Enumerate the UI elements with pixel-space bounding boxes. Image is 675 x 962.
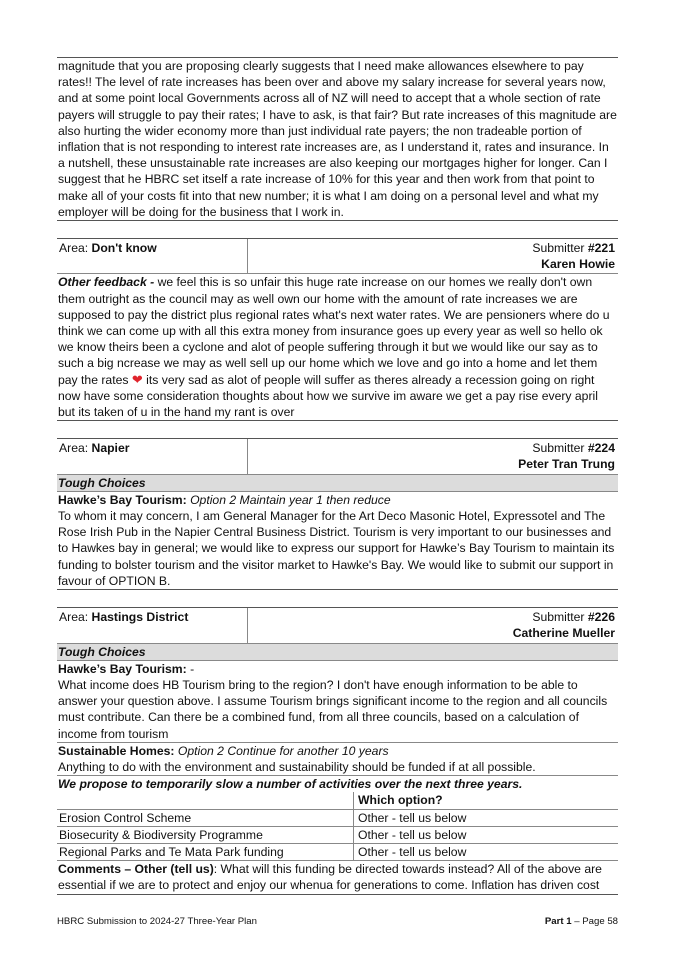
topic-text-block: To whom it may concern, I am General Manager for the Art Deco Masonic Hotel, Expressotel and The Rose Irish Pub in the Napier Central Business District. Tourism is very important to our businesses and to Hawkes bay in general; we would like to express our support for Hawke’s Bay Tourism to maintain its funding to bolster tourism and the visitor market to Hawke's Bay. We would like to submit our support in favour of OPTION B. [57, 508, 618, 590]
area-cell: Area: Don't know [57, 239, 248, 273]
intro-block [57, 58, 618, 221]
submission-header [57, 438, 618, 474]
footer-page: Part 1 – Page 58 [544, 916, 618, 927]
homes-text-block: Anything to do with the environment and sustainability should be funded if at all possible. [57, 759, 618, 776]
submission-header [57, 238, 618, 274]
submission-221 [57, 238, 618, 421]
table-row: Erosion Control Scheme Other - tell us below [57, 809, 618, 826]
submission-226 [57, 607, 618, 894]
submitter-cell: Submitter #224 Peter Tran Trung [518, 441, 615, 472]
heart-icon: ❤ [131, 371, 143, 387]
table-row: Regional Parks and Te Mata Park funding Other - tell us below [57, 843, 618, 860]
submitter-name: Peter Tran Trung [518, 457, 615, 472]
submission-header [57, 607, 618, 643]
feedback-block [57, 274, 618, 421]
tourism-text-block: What income does HB Tourism bring to the region? I don't have enough information to be able to answer your question above. I assume Tourism brings significant income to the region and all councils must contribute. Can there be a combined fund, from all three councils, based on a calculation of income from tourism [57, 677, 618, 743]
section-heading: Tough Choices [57, 644, 618, 661]
page-content [57, 57, 618, 895]
activities-table [57, 792, 618, 861]
intro-text: magnitude that you are proposing clearly suggests that I need make allowances elsewhere to pay rates!! The level of rate increases has been over and above my salary increase for several years now, and at some point local Governments across all of NZ will need to accept that a whole section of rate payers will struggle to pay their rates; I have to ask, is that fair? But rate increases of this magnitude are also hurting the wider economy more than just individual rate payers; the non tradeable portion of inflation that is not responding to interest rate increases are, as I understand it, rates and insurance. In a nutshell, these unsustainable rate increases are also keeping our mortgages higher for longer. Can I suggest that he HBRC set itself a rate increase of 10% for this year and then work from that point to make all of your costs fit into that new number; it is what I am doing on a personal level and what my employer will be doing for the business that I work in. [58, 59, 617, 219]
area-cell: Area: Hastings District [57, 608, 248, 642]
area-cell: Area: Napier [57, 439, 248, 473]
homes-line: Sustainable Homes: Option 2 Continue for another 10 years [58, 743, 389, 758]
which-option-header: Which option? [358, 793, 443, 808]
submitter-name: Catherine Mueller [512, 626, 615, 641]
page-footer [57, 916, 618, 927]
section-heading: Tough Choices [57, 475, 618, 492]
table-header-row [57, 792, 618, 809]
slow-heading: We propose to temporarily slow a number of activities over the next three years. [58, 777, 523, 792]
submitter-name: Karen Howie [541, 257, 615, 272]
footer-title: HBRC Submission to 2024-27 Three-Year Plan [57, 916, 257, 927]
feedback-text: Other feedback - we feel this is so unfair this huge rate increase on our homes we really don't own them outright as the council may as well own our home with the amount of rate increases we are supposed to pay the district plus regional rates what's next water rates. We are pensioners where do u think we can come up with all this extra money from insurance goes up every year as well so hello ok we know theirs been a cyclone and alot of people suffering through it but we would like our say as to such a big ncrease we may as well sell up our home which we love and go into a home and let them pay the rates ❤ its very sad as alot of people will suffer as theres already a recession going on right now have some consideration thoughts about how we survive im aware we get a pay rise every april but its taken of u in the hand my rant is over [58, 275, 610, 420]
table-row: Biosecurity & Biodiversity Programme Other - tell us below [57, 826, 618, 843]
submission-224 [57, 438, 618, 590]
submitter-cell: Submitter #226 Catherine Mueller [512, 610, 615, 641]
topic-line: Hawke’s Bay Tourism: Option 2 Maintain year 1 then reduce [58, 492, 391, 507]
tourism-line: Hawke’s Bay Tourism: - [58, 661, 195, 676]
submitter-cell: Submitter #221 Karen Howie [532, 241, 615, 272]
comments-block: Comments – Other (tell us): What will this funding be directed towards instead? All of the above are essential if we are to protect and enjoy our whenua for generations to come. Inflation has driven cost [57, 861, 618, 894]
